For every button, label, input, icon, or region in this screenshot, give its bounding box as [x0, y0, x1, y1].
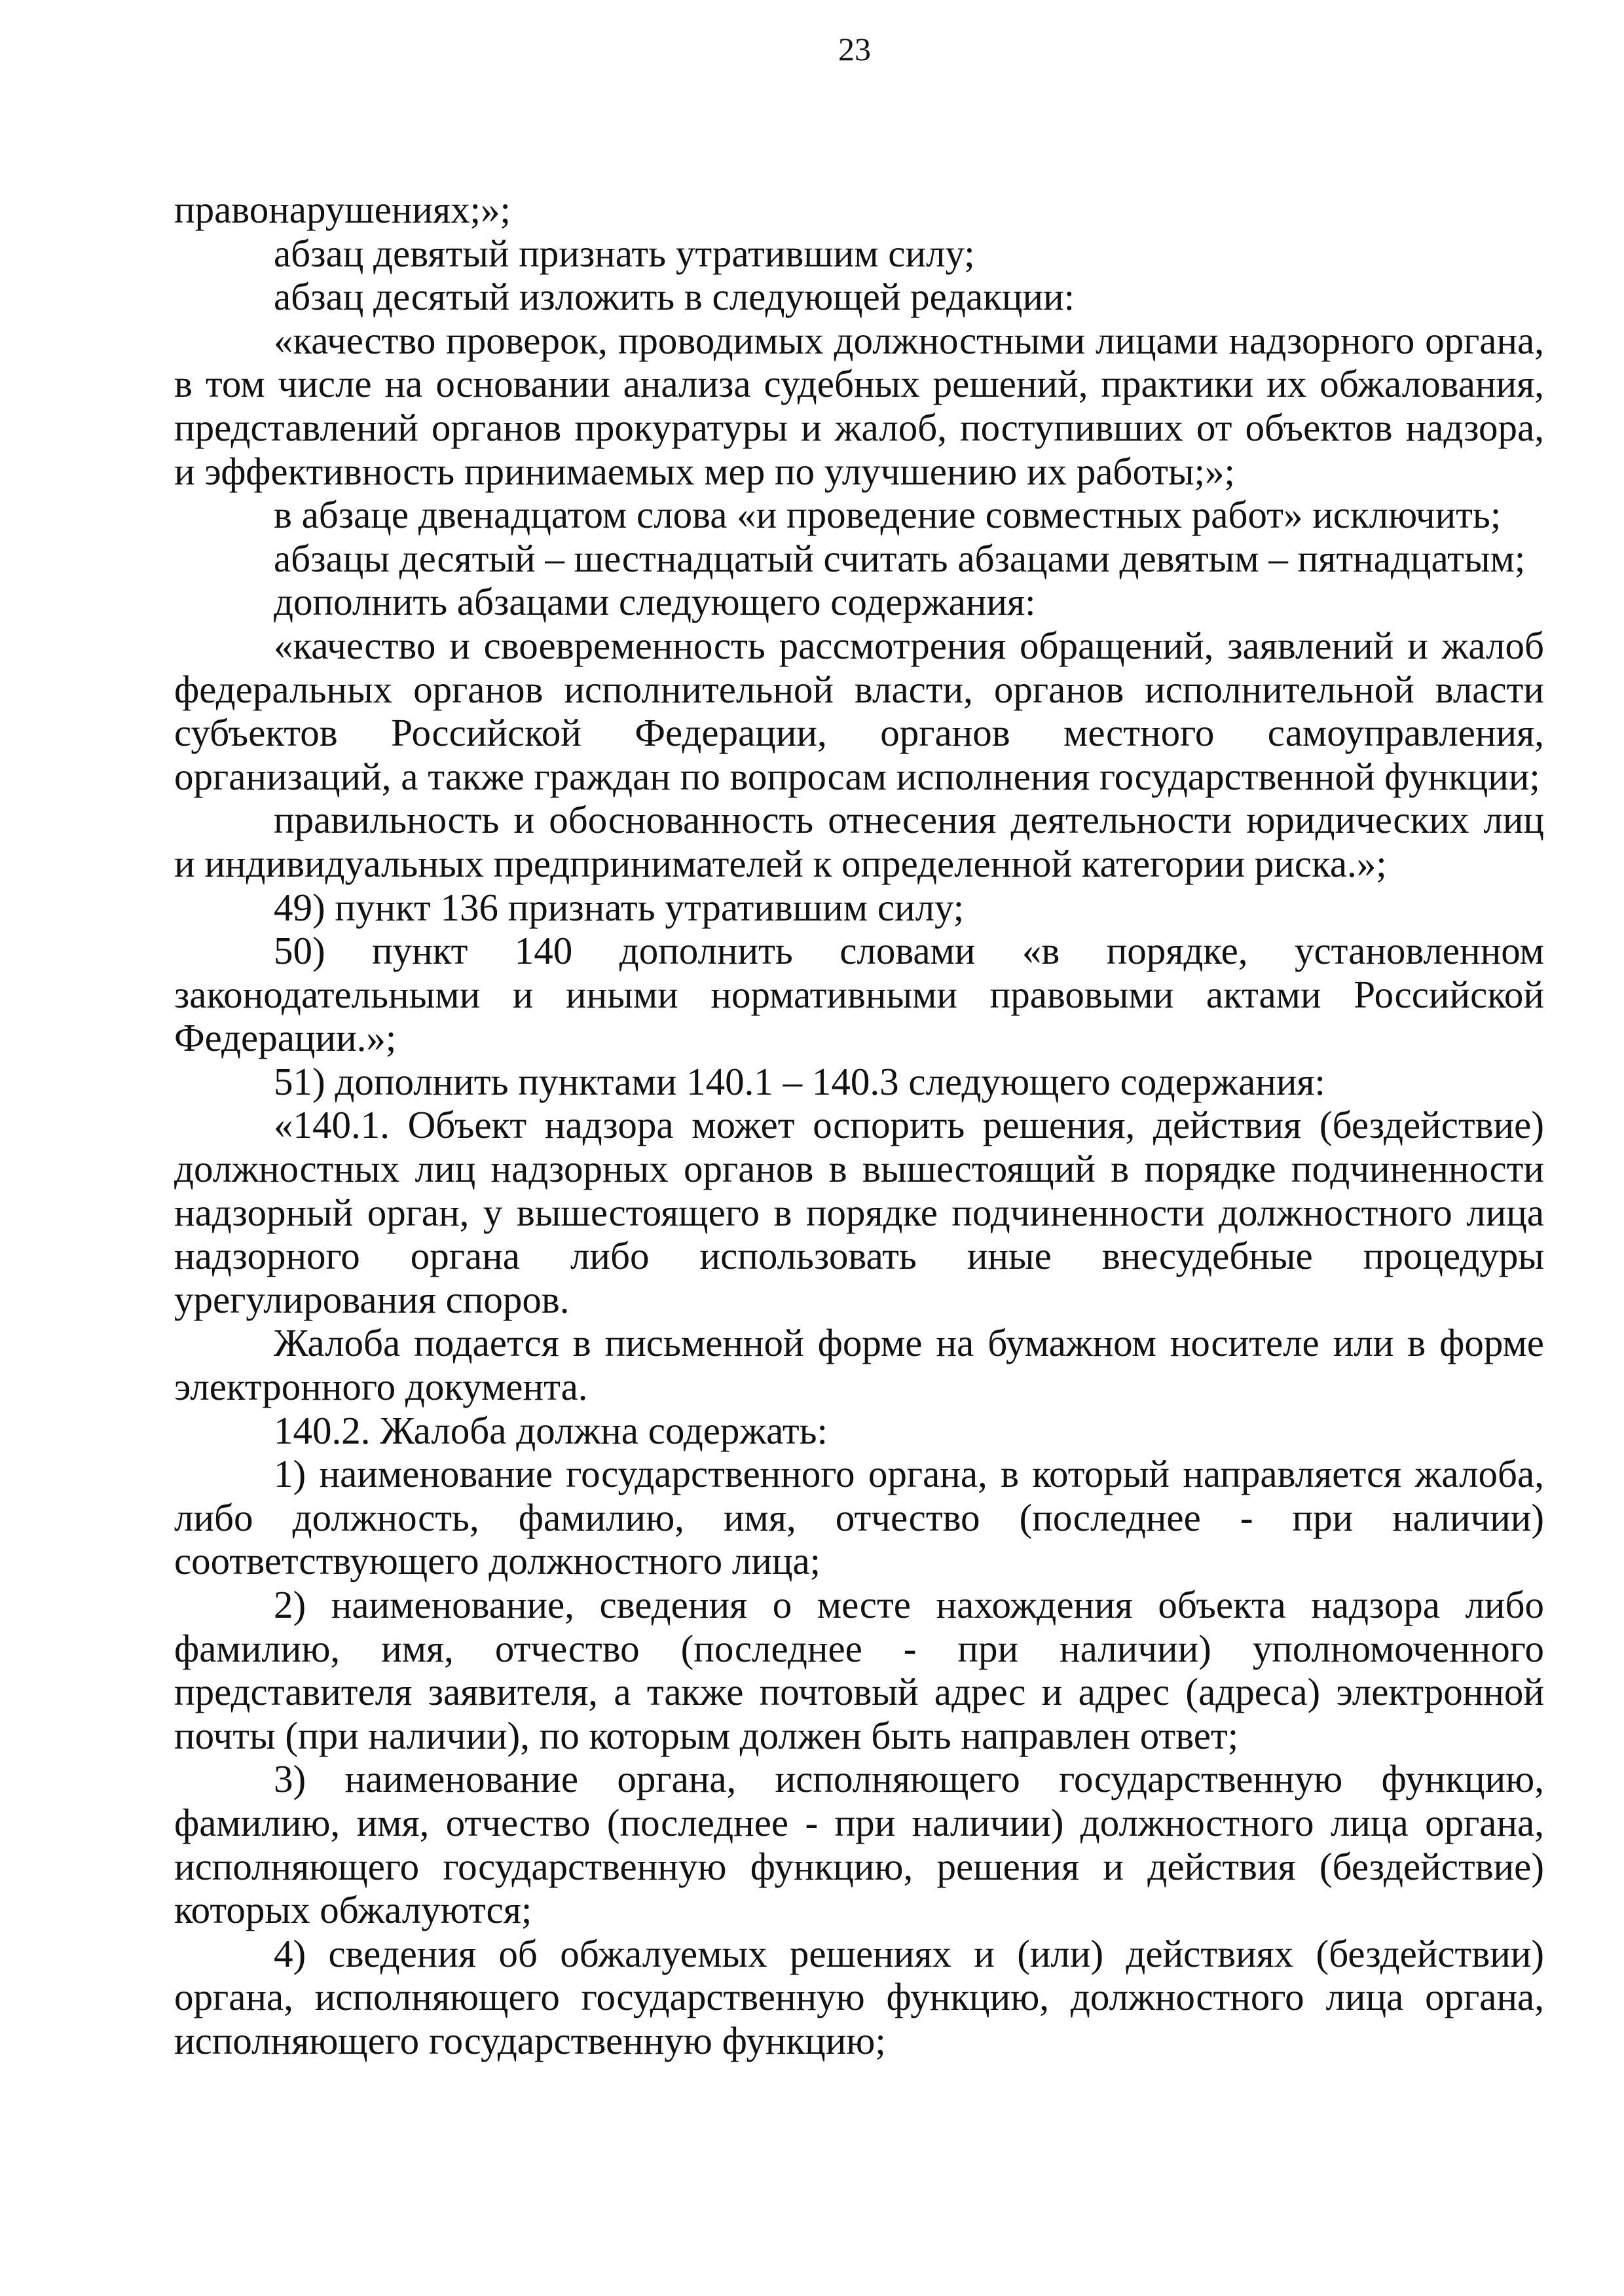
paragraph: абзацы десятый – шестнадцатый считать абзацами девятым – пятнадцатым; [274, 536, 1526, 580]
paragraph: «качество и своевременность рассмотрения обращений, заявлений и жалоб федеральных органов исполнительной власти, органов исполнительной власти субъектов Российской Федерации, органов местного самоуправления, организаций, а также граждан по вопросам исполнения государственной функции; [174, 623, 1544, 798]
document-body [174, 188, 1544, 2063]
paragraph: 49) пункт 136 признать утратившим силу; [274, 885, 965, 929]
paragraph: абзац девятый признать утратившим силу; [274, 231, 975, 275]
paragraph: «качество проверок, проводимых должностными лицами надзорного органа, в том числе на основании анализа судебных решений, практики их обжалования, представлений органов прокуратуры и жалоб, поступивших от объектов надзора, и эффективность принимаемых мер по улучшению их работы;»; [174, 318, 1544, 493]
paragraph: 1) наименование государственного органа, в который направляется жалоба, либо должность, фамилию, имя, отчество (последнее - при наличии) соответствующего должностного лица; [174, 1452, 1544, 1583]
paragraph: правонарушениях;»; [174, 188, 511, 231]
paragraph: 50) пункт 140 дополнить словами «в порядке, установленном законодательными и иными нормативными правовыми актами Российской Федерации.»; [174, 929, 1544, 1060]
paragraph: 3) наименование органа, исполняющего государственную функцию, фамилию, имя, отчество (последнее - при наличии) должностного лица органа, исполняющего государственную функцию, решения и действия (бездействие) которых обжалуются; [174, 1757, 1544, 1932]
paragraph: 51) дополнить пунктами 140.1 – 140.3 следующего содержания: [274, 1059, 1325, 1103]
paragraph: в абзаце двенадцатом слова «и проведение совместных работ» исключить; [274, 493, 1502, 537]
paragraph: 4) сведения об обжалуемых решениях и (или) действиях (бездействии) органа, исполняющего государственную функцию, должностного лица органа, исполняющего государственную функцию; [174, 1931, 1544, 2062]
paragraph: «140.1. Объект надзора может оспорить решения, действия (бездействие) должностных лиц надзорных органов в вышестоящий в порядке подчиненности надзорный орган, у вышестоящего в порядке подчиненности должностного лица надзорного органа либо использовать иные внесудебные процедуры урегулирования споров. [174, 1103, 1544, 1321]
paragraph: Жалоба подается в письменной форме на бумажном носителе или в форме электронного документа. [174, 1321, 1544, 1409]
paragraph: дополнить абзацами следующего содержания: [274, 580, 1036, 624]
paragraph: абзац десятый изложить в следующей редакции: [274, 275, 1075, 319]
page-number: 23 [838, 31, 871, 67]
paragraph: правильность и обоснованность отнесения деятельности юридических лиц и индивидуальных предпринимателей к определенной категории риска.»; [174, 798, 1544, 885]
paragraph: 140.2. Жалоба должна содержать: [274, 1408, 828, 1452]
paragraph: 2) наименование, сведения о месте нахождения объекта надзора либо фамилию, имя, отчество (последнее - при наличии) уполномоченного представителя заявителя, а также почтовый адрес и адрес (адреса) электронной почты (при наличии), по которым должен быть направлен ответ; [174, 1583, 1544, 1757]
